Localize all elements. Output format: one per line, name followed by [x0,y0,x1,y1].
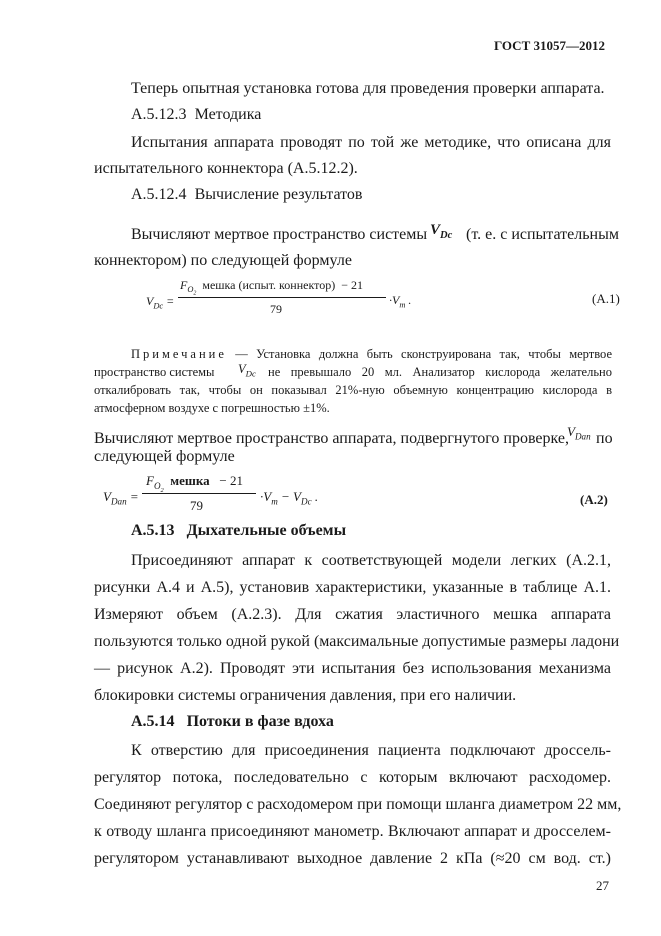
paragraph-flow-line3: Соединяют регулятор с расходомером при помощи шланга диаметром 22 мм, [94,796,622,813]
formula1-lhs: $V_{Dc}$ = [146,294,175,311]
formula1-fraction-bar [178,297,386,298]
paragraph-ready: Теперь опытная установка готова для проведения проверки аппарата. [131,80,605,97]
note-line2a: пространство системы [94,365,215,379]
formula1-numerator: $F_{O_2}$ мешка (испыт. коннектор) − 21 [180,278,363,298]
formula2-denominator: 79 [190,498,203,513]
formula1-number: (А.1) [592,291,620,306]
formula2-numerator: $F_{O_2}$ мешка − 21 [146,473,243,494]
paragraph-breath-line3: Измеряют объем (А.2.3). Для сжатия эластичного мешка аппарата [94,606,611,623]
paragraph-method-line2: испытательного коннектора (А.5.12.2). [94,160,358,177]
paragraph-breath-line5: — рисунок А.2). Проводят эти испытания без использования механизма [94,660,611,677]
paragraph-flow-line1: К отверстию для присоединения пациента подключают дроссель- [131,742,611,759]
formula1-tail: $\cdot V_т$ . [389,293,412,310]
paragraph-flow-line4: к отводу шланга присоединяют манометр. Включают аппарат и дросселем- [94,823,611,840]
section-heading-breath: А.5.13 Дыхательные объемы [131,522,347,539]
paragraph-apparatus-line2: следующей формуле [94,448,235,465]
paragraph-system-line1a: Вычисляют мертвое пространство системы [131,226,428,243]
note-line2b: не превышало 20 мл. Анализатор кислорода желательно [268,365,612,379]
section-heading-method: А.5.12.3 Методика [131,106,262,123]
note-line4: атмосферном воздухе с погрешностью ±1%. [94,401,330,415]
note-line1: Примечание — Установка должна быть сконструирована так, чтобы мертвое [131,347,612,361]
paragraph-breath-line4: пользуются только одной рукой (максимальные допустимые размеры ладони [94,633,620,650]
document-header: ГОСТ 31057—2012 [493,38,605,53]
formula2-lhs: $V_{Dап}$ = [103,489,139,507]
paragraph-breath-line2: рисунки А.4 и А.5), установив характеристики, указанные в таблице А.1. [94,579,611,596]
page-number: 27 [596,878,609,893]
paragraph-apparatus-line1a: Вычисляют мертвое пространство аппарата, подвергнутого проверке, [94,430,569,447]
symbol-vdc: $V_{Dc}$ [430,222,453,241]
formula1-denominator: 79 [270,302,282,316]
paragraph-system-line1b: (т. е. с испытательным [466,226,619,243]
section-heading-flow: А.5.14 Потоки в фазе вдоха [131,713,334,730]
section-heading-calc: А.5.12.4 Вычисление результатов [131,186,363,203]
paragraph-breath-line6: блокировки системы ограничения давления, при его наличии. [94,687,517,704]
note-symbol-vdc: $V_{Dc}$ [238,362,256,379]
paragraph-breath-line1: Присоединяют аппарат к соответствующей модели легких (А.2.1, [131,552,611,569]
symbol-vdap: $V_{Dап}$ [567,424,591,442]
paragraph-method-line1: Испытания аппарата проводят по той же методике, что описана для [131,134,611,151]
formula2-number: (А.2) [580,492,608,507]
paragraph-system-line2: коннектором) по следующей формуле [94,252,352,269]
note-line3: откалибровать так, чтобы он показывал 21%-ную объемную концентрацию кислорода в [94,383,612,397]
formula2-tail: $\cdot V_т - V_{Dc}$ . [260,489,319,507]
paragraph-apparatus-line1b: по [596,430,613,447]
paragraph-flow-line2: регулятор потока, последовательно с которым включают расходомер. [94,769,611,786]
paragraph-flow-line5: регулятором устанавливают выходное давление 2 кПа (≈20 см вод. ст.) [94,850,611,867]
formula2-fraction-bar [142,493,256,494]
